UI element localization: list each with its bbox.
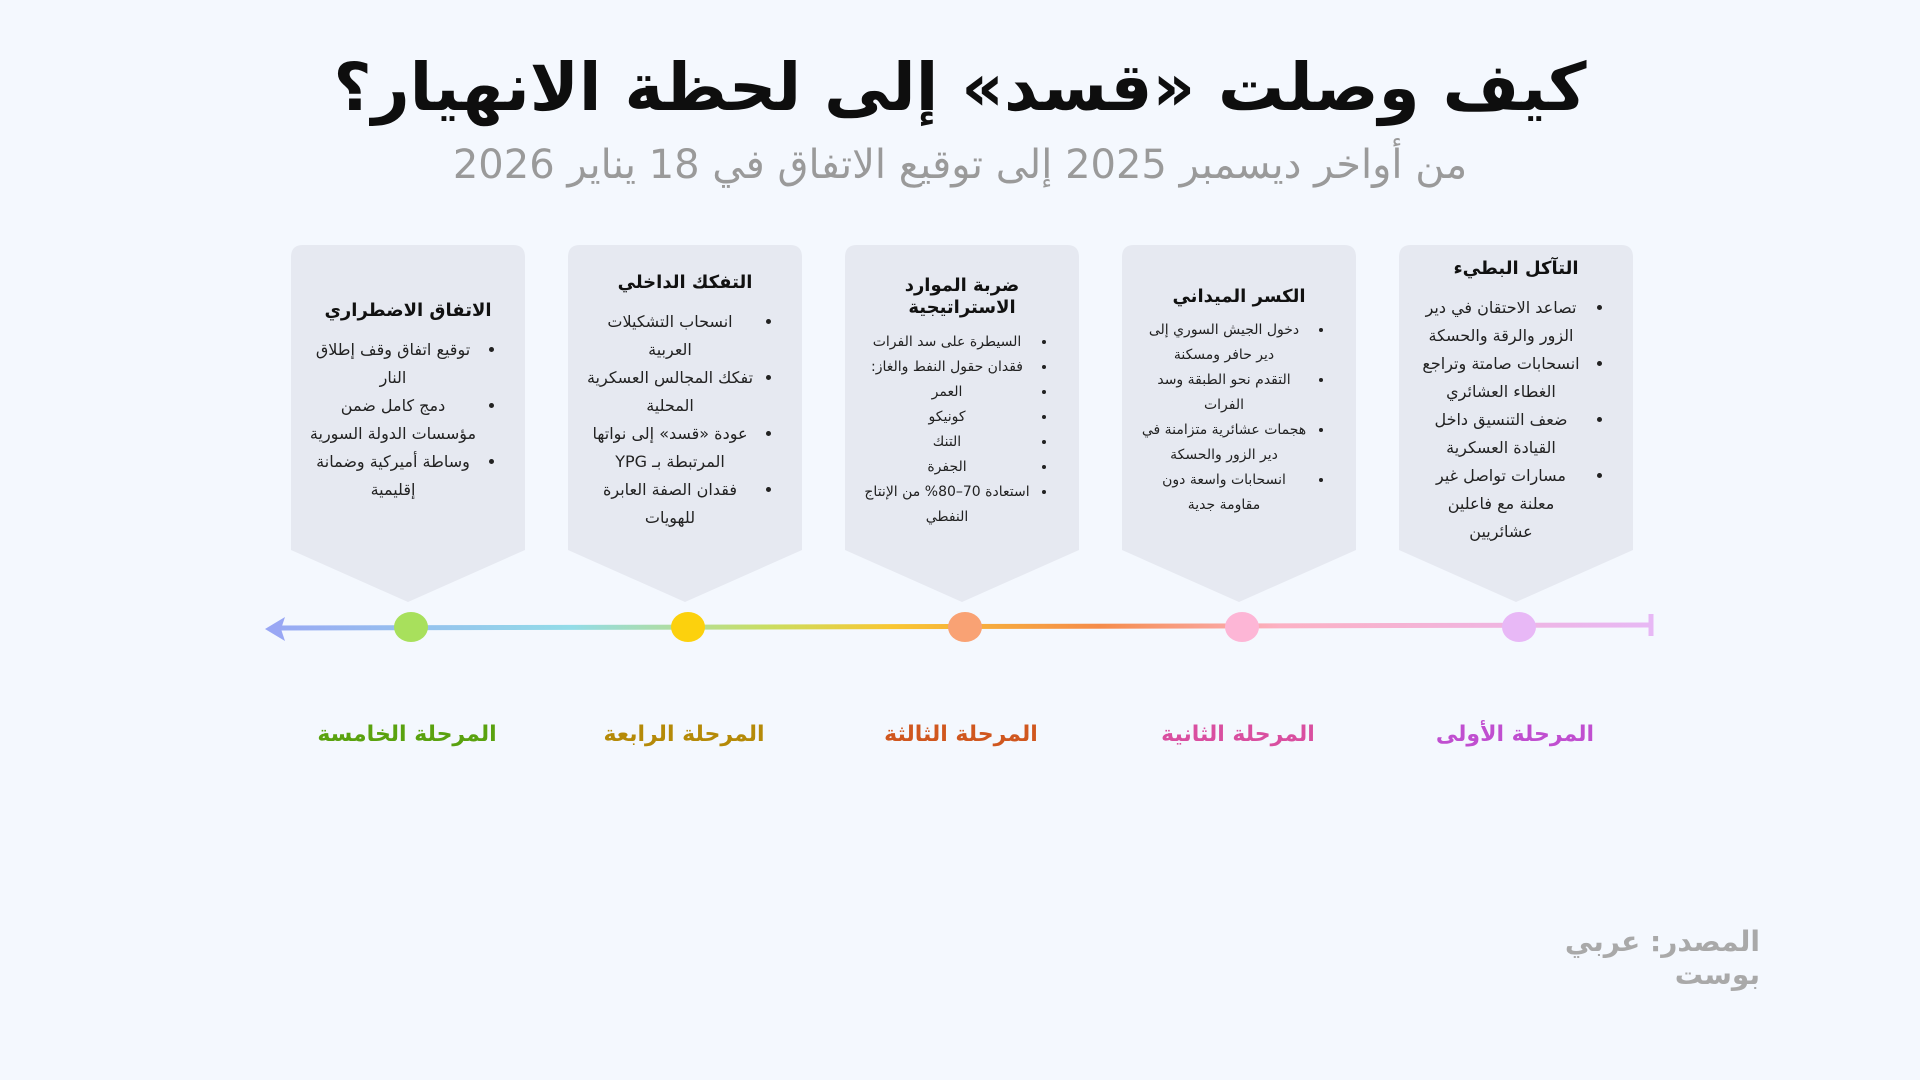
page-subtitle: من أواخر ديسمبر 2025 إلى توقيع الاتفاق في 18 يناير 2026 — [452, 142, 1468, 188]
card-list — [1140, 318, 1338, 518]
list-item: • مسارات تواصل غير معلنة مع فاعلين عشائريين — [1417, 462, 1585, 546]
list-item: • ضعف التنسيق داخل القيادة العسكرية — [1417, 406, 1585, 462]
list-item: • العمر — [863, 380, 1031, 405]
list-item: • انسحابات صامتة وتراجع الغطاء العشائري — [1417, 350, 1585, 406]
list-item: • عودة «قسد» إلى نواتها المرتبطة بـ YPG — [586, 420, 754, 476]
list-item: • انسحاب التشكيلات العربية — [586, 308, 754, 364]
card-list — [863, 330, 1061, 530]
card-list — [586, 308, 784, 532]
list-item: • كونيكو — [863, 405, 1031, 430]
list-item: • السيطرة على سد الفرات — [863, 330, 1031, 355]
timeline — [0, 590, 1920, 670]
phase-dot-2 — [1225, 612, 1259, 642]
page-title: كيف وصلت «قسد» إلى لحظة الانهيار؟ — [333, 49, 1587, 126]
list-item: • تفكك المجالس العسكرية المحلية — [586, 364, 754, 420]
phase-dot-3 — [948, 612, 982, 642]
card-title: الاتفاق الاضطراري — [324, 299, 492, 321]
card-title: ضربة الموارد الاستراتيجية — [904, 274, 1020, 318]
list-item: • فقدان حقول النفط والغاز: — [863, 355, 1031, 380]
card-title: التآكل البطيء — [1453, 257, 1579, 279]
list-item: • تصاعد الاحتقان في دير الزور والرقة والحسكة — [1417, 294, 1585, 350]
phase-label-5: المرحلة الخامسة — [317, 722, 497, 747]
list-item: • الجفرة — [863, 455, 1031, 480]
phase-dot-5 — [394, 612, 428, 642]
phase-label-4: المرحلة الرابعة — [603, 722, 765, 747]
phase-card-4 — [568, 245, 802, 605]
list-item: • استعادة 70–80% من الإنتاج النفطي — [863, 480, 1031, 530]
list-item: • فقدان الصفة العابرة للهويات — [586, 476, 754, 532]
list-item: • دمج كامل ضمن مؤسسات الدولة السورية — [309, 392, 477, 448]
card-list — [309, 336, 507, 504]
card-list — [1417, 294, 1615, 546]
phase-label-3: المرحلة الثالثة — [884, 722, 1038, 747]
list-item: • هجمات عشائرية متزامنة في دير الزور والحسكة — [1140, 418, 1308, 468]
list-item: • التنك — [863, 430, 1031, 455]
source-credit: المصدر: عربي بوست — [1564, 925, 1760, 991]
list-item: • توقيع اتفاق وقف إطلاق النار — [309, 336, 477, 392]
phase-dot-1 — [1502, 612, 1536, 642]
phase-card-5 — [291, 245, 525, 605]
list-item: • دخول الجيش السوري إلى دير حافر ومسكنة — [1140, 318, 1308, 368]
phase-card-1 — [1399, 245, 1633, 605]
phase-label-2: المرحلة الثانية — [1161, 722, 1315, 747]
phase-card-2 — [1122, 245, 1356, 605]
card-title: الكسر الميداني — [1172, 285, 1306, 307]
phase-label-1: المرحلة الأولى — [1435, 722, 1595, 747]
phase-card-3 — [845, 245, 1079, 605]
card-title: التفكك الداخلي — [617, 271, 753, 293]
list-item: • انسحابات واسعة دون مقاومة جدية — [1140, 468, 1308, 518]
list-item: • التقدم نحو الطبقة وسد الفرات — [1140, 368, 1308, 418]
phase-dot-4 — [671, 612, 705, 642]
list-item: • وساطة أميركية وضمانة إقليمية — [309, 448, 477, 504]
